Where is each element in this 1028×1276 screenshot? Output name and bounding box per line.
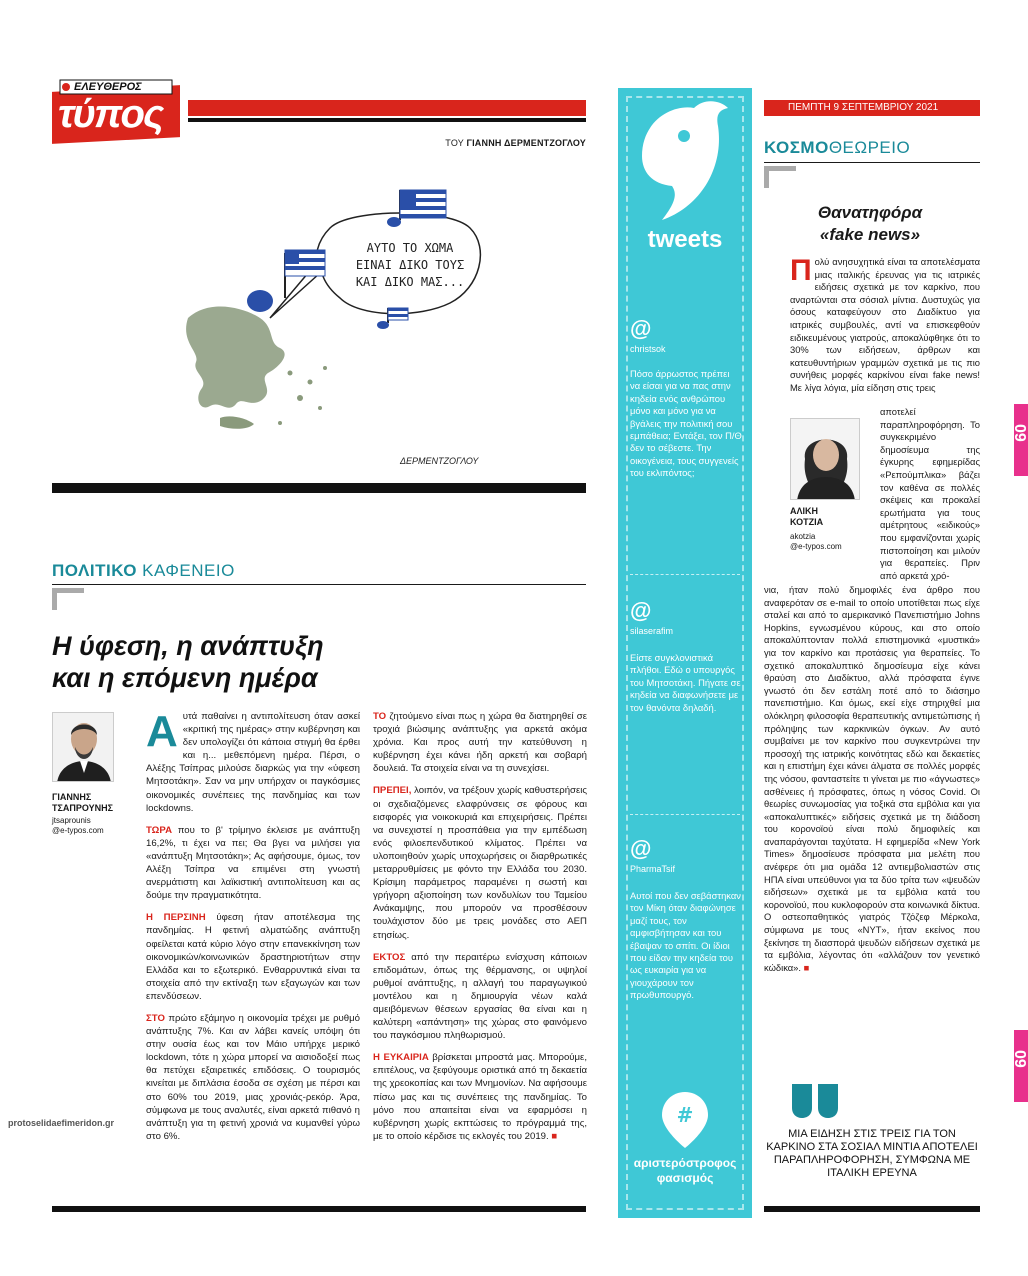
bird-icon [632, 96, 738, 226]
tweet-handle: silaserafim [630, 626, 674, 636]
article-headline-2: Θανατηφόρα «fake news» [817, 203, 923, 244]
at-icon: @ [630, 836, 652, 861]
tweet-handle: christsok [630, 344, 666, 354]
logo-top-text: ΕΛΕΥΘΕΡΟΣ [74, 81, 142, 93]
kosmo-article-bottom: νια, ήταν πολύ δημοφιλές ένα άρθρο που αναφερόταν σε e-mail το οποίο υποτίθεται πως είχε σταλεί και από το αμερικανικό Πανεπιστήμιο Johns Hopkins, εγνωσμένου κύρους, και στο οποίο αποκαλύπτονταν πολλά επιστημονικά «μυστικά» για τον καρκίνο και προτάσεις για θεραπείες. Το σχετικό αποκαλυπτικό δημοσίευμα είχε κάνει θραύση στο Διαδίκτυο, αλλά πρόσφατα έγινε γνωστό ότι δεν εστάλη ποτέ από το διάσημο πανεπιστήμιο. Και όμως, εκεί είχε στηριχθεί μια ολόκληρη φιλοσοφία θεραπευτικής αντιμετώπισης ή πρόληψης των καρκινικών όγκων. Αν αυτό συμβαίνει με τον καρκίνο που συγκεντρώνει την προσοχή της ιατρικής κοινότητας εδώ και δεκαετίες και η επιστήμη έχει κάνει άλματα σε πολλές μορφές της νόσου, φανταστείτε τι γίνεται με πιο «άγνωστες» ασθένειες ή πρόσφατες, όπως η νόσος Covid. Οι θεωρίες συνωμοσίας για τοξικά στα εμβόλια και για «αποκαλυπτικές» ειδήσεις σχετικά με τη διάδοση του κορονοϊού είναι πολύ δημοφιλείς και αναπαράγονται ταχύτατα. Η εφημερίδα «New York Times» δημοσίευσε πρόσφατα μια μελέτη που ανέφερε ότι μια ομάδα 12 αντιεμβολιαστών στις ΗΠΑ είναι υπεύθυνοι για τα δύο τρίτα των «ψευδών ειδήσεων» σχετικά με τα εμβόλια κατά του κορονοϊού, που κυκλοφορούν στα κοινωνικά δίκτυα. Ο οστεοπαθητικός γιατρός Τζόζεφ Μέρκολα, σύμφωνα με τους «NYT», ήταν εκείνος που ξεκίνησε τη διασπορά ψευδών ειδήσεων σχετικά με τα εμβόλια, λέγοντας ότι «αλλάζουν τον γενετικό κώδικα». ■ [764, 584, 980, 973]
tweets-title: tweets [647, 226, 723, 253]
author-photo-2 [790, 418, 860, 500]
tweet-text: Αυτοί που δεν σεβάστηκαν τον Μίκη όταν διαφώνησε μαζί τους, τον αμφισβήτησαν και του έβαψαν το σπίτι. Οι ίδιοι που είδαν την κηδεία του ως ευκαιρία για να γιουχάρουν τον πρωθυπουργό. [630, 890, 741, 1001]
issue-date: ΠΕΜΠΤΗ 9 ΣΕΠΤΕΜΒΡΙΟΥ 2021 [764, 100, 980, 116]
author-handle: jtsaprounis @e-typos.com [52, 816, 104, 835]
cartoon-byline: ΤΟΥ ΓΙΑΝΝΗ ΔΕΡΜΕΝΤΖΟΓΛΟΥ [445, 138, 586, 148]
tweet-text: Είστε συγκλονιστικά πλήθοι. Εδώ ο υπουργός του Μητσοτάκη. Πήγατε σε κηδεία να διαφωνήσετε με τον θανόντα δηλαδή. [630, 652, 741, 713]
article-column-2: ΤΟ ζητούμενο είναι πως η χώρα θα διατηρηθεί σε τροχιά βιώσιμης ανάπτυξης για αρκετά ακόμα χρόνια. Και προς αυτή την κατεύθυνση η κυβέρνηση έχει κάνει ήδη αρκετή και σοβαρή δουλειά. Τα στοιχεία είναι να τη συνεχίσει. ΠΡΕΠΕΙ, λοιπόν, να τρέξουν χωρίς καθυστερήσεις οι σχεδιαζόμενες ελαφρύνσεις σε φόρους και εισφορές για νοικοκυριά και επιχειρήσεις. Πρέπει να συνεχιστεί η προσπάθεια για την εμπέδωση ενός φιλοεπενδυτικού κλίματος. Πρέπει να υλοποιηθούν χωρίς υποχωρήσεις οι διαρθρωτικές μεταρρυθμίσεις με φόντο την Ελλάδα του 2030. Κρίσιμη παράμετρος παραμένει η σωστή και γρήγορη αξιοποίηση των κονδυλίων του Ταμείου Ανάκαμψης, που μπορούν να προσθέσουν τουλάχιστον δύο με τρεις μονάδες στο ΑΕΠ ετησίως. ΕΚΤΟΣ από την περαιτέρω ενίσχυση κάποιων επιδομάτων, όπως της θέρμανσης, οι υψηλοί ρυθμοί ανάπτυξης, η αλλαγή του παραγωγικού μοντέλου και η δημιουργία νέων καλά αμειβόμενων θέσεων εργασίας θα είναι και η καλύτερη «απάντηση» της χώρας στο φαινόμενο του παγκόσμιου πληθωρισμού. Η ΕΥΚΑΙΡΙΑ βρίσκεται μπροστά μας. Μπορούμε, επιτέλους, να ξεφύγουμε οριστικά από τη δεκαετία της χρεοκοπίας και των Μνημονίων. Να αφήσουμε πίσω μας και τις συνέπειες της πανδημίας. Το μόνο που απαιτείται είναι να εφαρμόσει η κυβέρνηση χωρίς εκπτώσεις το πρόγραμμά της, με το οποίο κέρδισε τις εκλογές του 2019. ■ [373, 711, 587, 1142]
tweet-handle: PharmaTsif [630, 864, 676, 874]
at-icon: @ [630, 598, 652, 623]
tweet-separator [630, 574, 740, 575]
author-name: ΓΙΑΝΝΗΣ ΤΣΑΠΡΟΥΝΗΣ [52, 792, 114, 813]
section-divider [52, 483, 586, 493]
section-title-politiko: ΠΟΛΙΤΙΚΟ ΚΑΦΕΝΕΙΟ [52, 561, 235, 580]
page-edge-tab: 09 [1014, 1030, 1028, 1102]
cartoon-speech: ΑΥΤΟ ΤΟ ΧΩΜΑ ΕΙΝΑΙ ΔΙΚΟ ΤΟΥΣ ΚΑΙ ΔΙΚΟ ΜΑΣ... [355, 241, 465, 289]
drop-cap: Π [790, 254, 812, 287]
pull-quote: ΜΙΑ ΕΙΔΗΣΗ ΣΤΙΣ ΤΡΕΙΣ ΓΙΑ ΤΟΝ ΚΑΡΚΙΝΟ ΣΤΑ ΣΟΣΙΑΛ ΜΙΝΤΙΑ ΑΠΟΤΕΛΕΙ ΠΑΡΑΠΛΗΡΟΦΟΡΗΣΗ, ΣΥΜΦΩΝΑ ΜΕ ΙΤΑΛΙΚΗ ΕΡΕΥΝΑ [766, 1128, 978, 1179]
kosmo-article-mid: αποτελεί παραπληροφόρηση. Το συγκεκριμένο δημοσίευμα της έγκυρης εφημερίδας «Ρεπούμπλικα» βάζει τον καθένα σε πολλές σκέψεις και προκαλεί ερωτήματα για τους αμέτρητους «ειδικούς» που εμφανίζονται χωρίς πιστοποίηση και μιλούν για θεραπείες. Πριν από αρκετά χρό- [880, 406, 980, 581]
logo-main-text: τύπος [58, 92, 163, 136]
article-column-1: Αυτά παθαίνει η αντιπολίτευση όταν ασκεί «κριτική της ημέρας» στην κυβέρνηση και δεν υπολογίζει ότι κάποια στιγμή θα έρθει και η... μεθεπόμενη ημέρα. Πέρσι, ο Αλέξης Τσίπρας μιλούσε διαρκώς για την «ύφεση Μητσοτάκη». Σαν να μην υπήρχαν οι παγκόσμιες οικονομικές συνέπειες της πανδημίας και των lockdowns. ΤΩΡΑ που το β' τρίμηνο έκλεισε με ανάπτυξη 16,2%, τι έχει να πει; Θα βγει να μιλήσει για «ανάπτυξη Μητσοτάκη»; Ας αφήσουμε, όμως, τον Αλέξη Τσίπρα να επιμένει στη γνωστή ανερμάτιστη και λαϊκιστική αντιπολίτευση και ας δούμε την πραγματικότητα. Η ΠΕΡΣΙΝΗ ύφεση ήταν αποτέλεσμα της πανδημίας. Η φετινή αλματώδης ανάπτυξη οφείλεται κατά κύριο λόγο στην επανεκκίνηση των οικονομικών/κοινωνικών δραστηριοτήτων στην Ελλάδα και το εξωτερικό. Ενθαρρυντικά είναι τα στοιχεία από την εκτίναξη των εξαγωγών και των επενδύσεων. ΣΤΟ πρώτο εξάμηνο η οικονομία τρέχει με ρυθμό ανάπτυξης 7%. Και αν λάβει κανείς υπόψη ότι στην ουσία έως και τον Μάιο υπήρχε μερικό lockdown, τότε η χώρα μπορεί να αισιοδοξεί πως θα πετύχει εξαιρετικές επιδόσεις. Ο τουρισμός κινείται με διπλάσια έσοδα σε σχέση με πέρσι και στο 60% του 2019, μιας χρονιάς-ρεκόρ. Άρα, σύμφωνα με τους αναλυτές, είναι αρκετά πιθανό η ανάπτυξη για τη φετινή χρονιά να κυμανθεί γύρω στο 6%. [146, 707, 360, 1142]
section-hook [764, 166, 796, 188]
watermark: protoselidaefimeridon.gr [8, 1118, 115, 1128]
header-black-rule [188, 118, 586, 122]
page-edge-tab: 09 [1014, 404, 1028, 476]
section-title-kosmo: ΚΟΣΜΟΘΕΩΡΕΙΟ [764, 138, 911, 157]
section-underline [52, 584, 586, 585]
header-red-rule [188, 100, 586, 116]
tweet-text: Πόσο άρρωστος πρέπει να είσαι για να πας στην κηδεία ενός ανθρώπου μόνο και μόνο για να βγάλεις την πολιτική σου εμπάθεια; Εντάξει, τον Π/Θ δεν το σέβεστε. Την οικογένεια, τους συγγενείς του εκλιπόντος; [630, 368, 742, 479]
kosmo-article-top: Πολύ ανησυχητικά είναι τα αποτελέσματα μιας ιταλικής έρευνας για τις ιατρικές ειδήσεις σχετικά με τον καρκίνο, που αναρτώνται στα σόσιαλ μίντια. Δυστυχώς για όσους καταφεύγουν στο Διαδίκτυο για ιατρικές συμβουλές, αντί να επισκεφθούν ειδικευμένους γιατρούς, αποκαλύφθηκε ότι το 30% των ειδήσεων, άρθρων και κατευθυντήριων γραμμών σχετικά με τις πιο συνήθεις μορφές καρκίνου είναι fake news! Με λίγα λόγια, μία είδηση στις τρεις [790, 254, 980, 393]
bottom-rule-right [764, 1206, 980, 1212]
tweets-column [618, 88, 752, 1218]
svg-text:#: # [676, 1103, 694, 1127]
author-photo [52, 712, 114, 782]
hashtag-pin-icon [660, 1090, 710, 1150]
cartoon-signature: ΔΕΡΜΕΝΤΖΟΓΛΟΥ [400, 456, 479, 466]
bottom-rule-left [52, 1206, 586, 1212]
hashtag-label: αριστερόστροφος φασισμός [633, 1156, 737, 1185]
section-underline [764, 162, 980, 163]
political-cartoon [150, 168, 590, 468]
tweet-separator [630, 814, 740, 815]
drop-cap: Α [146, 707, 178, 756]
article-headline: Η ύφεση, η ανάπτυξη και η επόμενη ημέρα [52, 631, 324, 693]
author-name-2: ΑΛΙΚΗ ΚΟΤΖΙΑ [790, 506, 824, 527]
at-icon: @ [630, 316, 652, 341]
author-handle-2: akotzia @e-typos.com [790, 532, 842, 551]
quote-icon [790, 1082, 840, 1120]
newspaper-logo [50, 78, 182, 150]
section-hook [52, 588, 84, 610]
